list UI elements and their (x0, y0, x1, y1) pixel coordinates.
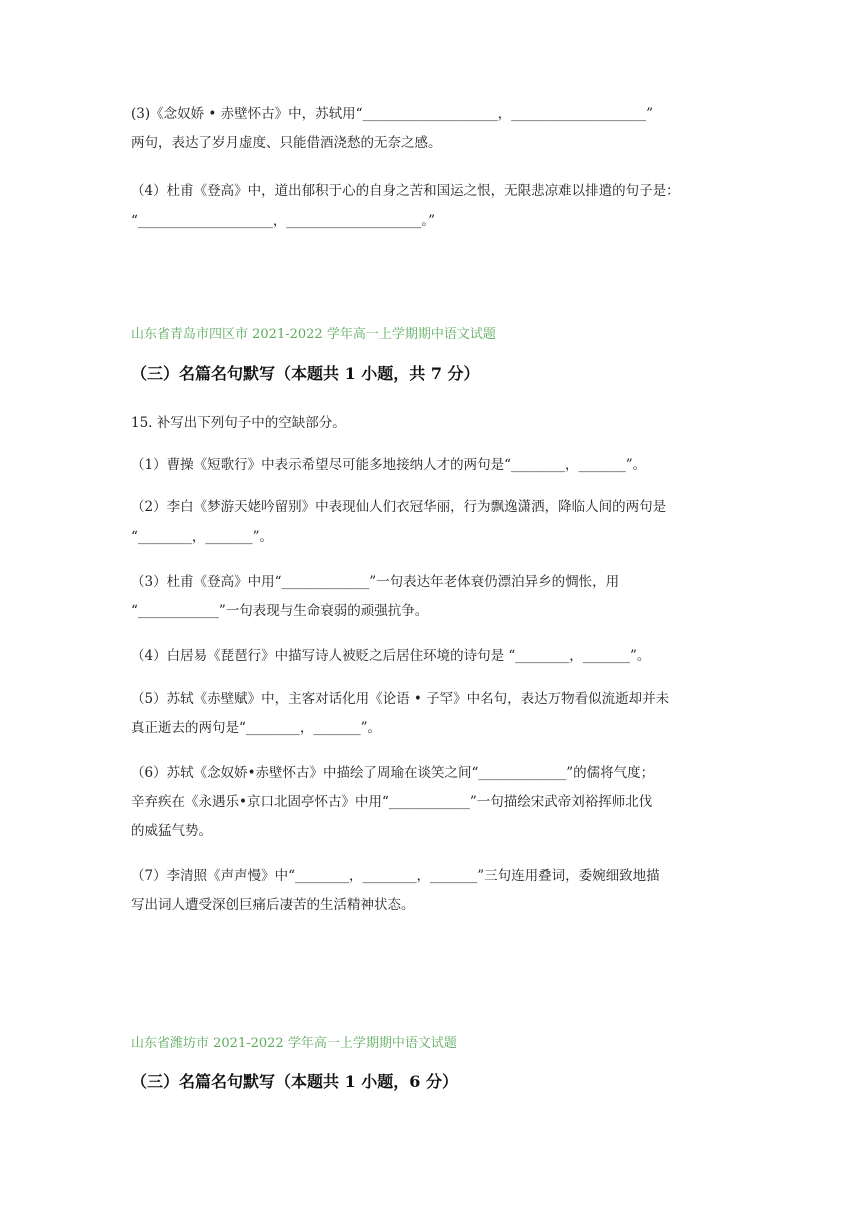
q4-line-2: “____________________，____________________。” (131, 213, 436, 229)
item-2-line-1: （2）李白《梦游天姥吟留别》中表现仙人们衣冠华丽，行为飘逸潇洒，降临人间的两句是 (131, 499, 667, 515)
section-heading-2: （三）名篇名句默写（本题共 1 小题，6 分） (131, 1072, 458, 1091)
question-15: 15. 补写出下列句子中的空缺部分。 (131, 415, 346, 431)
item-6-line-1: （6）苏轼《念奴娇•赤壁怀古》中描绘了周瑜在谈笑之间“_____________”的儒将气度； (131, 765, 655, 781)
item-6-line-3: 的威猛气势。 (131, 823, 212, 839)
item-3-line-1: （3）杜甫《登高》中用“_____________”一句表达年老体衰仍漂泊异乡的惆怅，用 (131, 574, 620, 590)
item-7-line-1: （7）李清照《声声慢》中“________，________，_______”三句连用叠词，委婉细致地描 (131, 868, 660, 884)
item-7-line-2: 写出词人遭受深创巨痛后凄苦的生活精神状态。 (131, 897, 415, 913)
item-2-line-2: “________，_______”。 (131, 529, 274, 545)
q3-line-1: (3)《念奴娇 • 赤壁怀古》中，苏轼用“____________________，____________________” (131, 106, 653, 122)
item-1: （1）曹操《短歌行》中表示希望尽可能多地接纳人才的两句是“________，_______”。 (131, 457, 647, 473)
item-6-line-2: 辛弃疾在《永遇乐•京口北固亭怀古》中用“____________”一句描绘宋武帝刘裕挥师北伐 (131, 794, 653, 810)
source-weifang: 山东省潍坊市 2021-2022 学年高一上学期期中语文试题 (131, 1036, 457, 1051)
item-5-line-1: （5）苏轼《赤壁赋》中，主客对话化用《论语 • 子罕》中名句，表达万物看似流逝却并未 (131, 691, 670, 707)
source-qingdao: 山东省青岛市四区市 2021-2022 学年高一上学期期中语文试题 (131, 327, 496, 342)
q4-line-1: （4）杜甫《登高》中，道出郁积于心的自身之苦和国运之恨，无限悲凉难以排遣的句子是： (131, 183, 680, 199)
item-5-line-2: 真正逝去的两句是“________，_______”。 (131, 720, 382, 736)
item-4: （4）白居易《琵琶行》中描写诗人被贬之后居住环境的诗句是 “________，_______”。 (131, 648, 651, 664)
q3-line-2: 两句，表达了岁月虚度、只能借酒浇愁的无奈之感。 (131, 135, 442, 151)
item-3-line-2: “____________”一句表现与生命衰弱的顽强抗争。 (131, 603, 429, 619)
section-heading-1: （三）名篇名句默写（本题共 1 小题，共 7 分） (131, 364, 480, 383)
